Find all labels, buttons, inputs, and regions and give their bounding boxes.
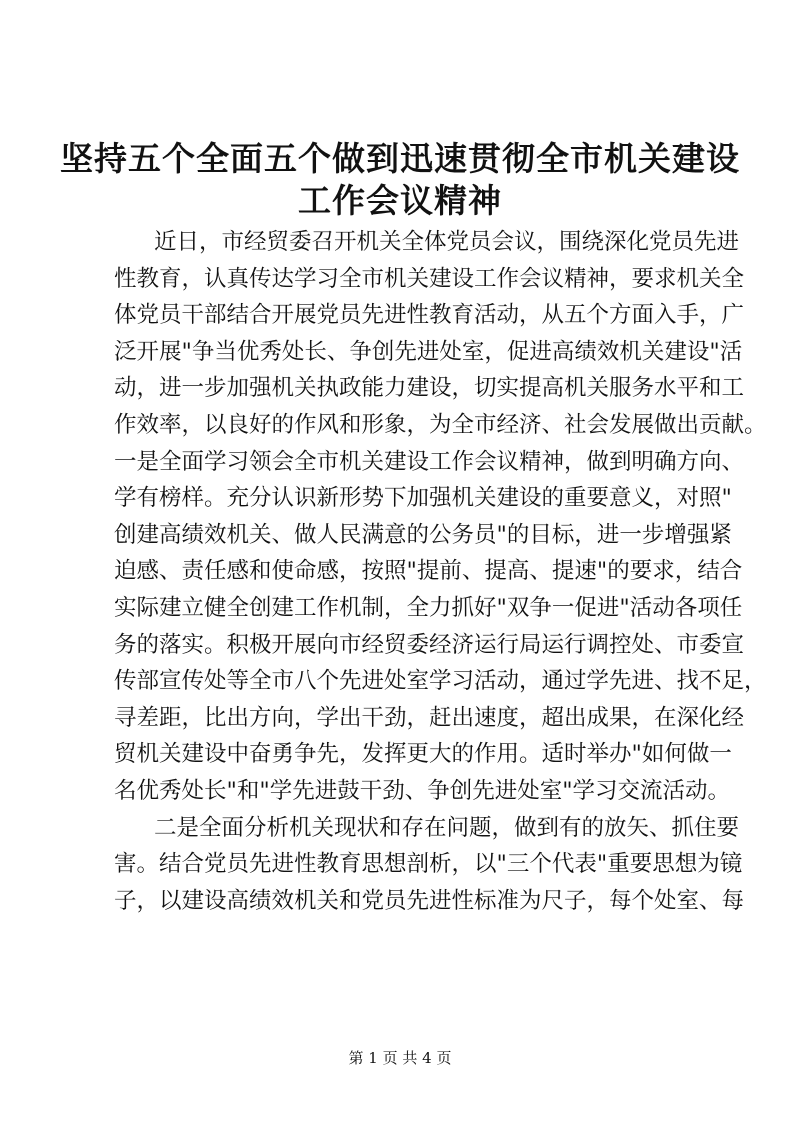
body-line: 寻差距，比出方向，学出干劲，赶出速度，超出成果，在深化经 [114,704,745,731]
document-title [60,138,740,222]
body-line: 近日，市经贸委召开机关全体党员会议，围绕深化党员先进 [154,229,740,255]
page-footer [0,1048,800,1068]
document-body [114,224,767,919]
body-line: 创建高绩效机关、做人民满意的公务员"的目标，进一步增强紧 [114,521,732,548]
body-line: 体党员干部结合开展党员先进性教育活动，从五个方面入手，广 [114,302,745,329]
page-number: 第 1 页 共 4 页 [348,1049,452,1067]
body-line: 动，进一步加强机关执政能力建设，切实提高机关服务水平和工 [114,375,745,402]
body-line: 名优秀处长"和"学先进鼓干劲、争创先进处室"学习交流活动。 [114,777,731,804]
body-line: 泛开展"争当优秀处长、争创先进处室，促进高绩效机关建设"活 [114,338,743,365]
title-line-1: 坚持五个全面五个做到迅速贯彻全市机关建设 [60,139,740,178]
body-line: 二是全面分析机关现状和存在问题，做到有的放矢、抓住要 [154,814,740,841]
body-line: 贸机关建设中奋勇争先，发挥更大的作用。适时举办"如何做一 [114,741,732,768]
title-line-2: 工作会议精神 [298,181,502,220]
body-line: 害。结合党员先进性教育思想剖析，以"三个代表"重要思想为镜 [114,851,743,878]
body-line: 传部宣传处等全市八个先进处室学习活动，通过学先进、找不足， [114,668,767,695]
body-line: 性教育，认真传达学习全市机关建设工作会议精神，要求机关全 [114,265,745,292]
body-line: 一是全面学习领会全市机关建设工作会议精神，做到明确方向、 [114,448,745,475]
body-line: 实际建立健全创建工作机制，全力抓好"双争一促进"活动各项任 [114,594,743,621]
body-line: 学有榜样。充分认识新形势下加强机关建设的重要意义，对照" [114,485,732,512]
body-line: 迫感、责任感和使命感，按照"提前、提高、提速"的要求，结合 [114,558,743,585]
body-line: 务的落实。积极开展向市经贸委经济运行局运行调控处、市委宣 [114,631,745,658]
body-line: 作效率，以良好的作风和形象，为全市经济、社会发展做出贡献。 [114,411,767,438]
body-line: 子，以建设高绩效机关和党员先进性标准为尺子，每个处室、每 [114,887,745,914]
